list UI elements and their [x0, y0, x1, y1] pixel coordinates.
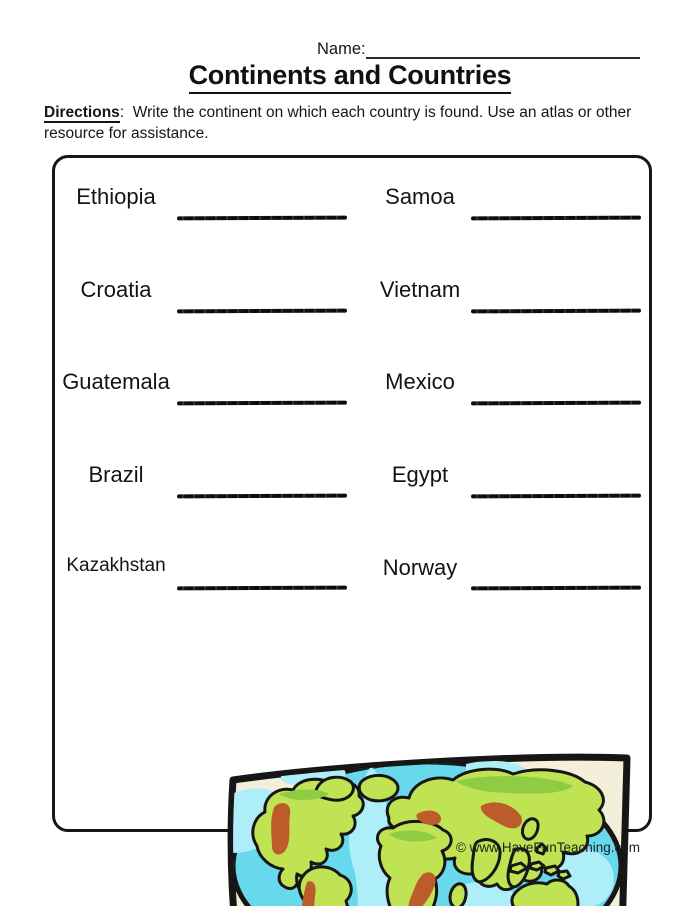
answer-blank-egypt[interactable]	[471, 494, 641, 499]
country-label-brazil: Brazil	[88, 462, 144, 487]
answer-blank-croatia[interactable]	[177, 309, 347, 314]
name-label: Name:	[317, 40, 366, 58]
directions-text: Directions: Write the continent on which each country is found. Use an atlas or other resource for assistance.	[44, 104, 632, 142]
country-label-norway: Norway	[382, 555, 458, 580]
answer-blank-brazil[interactable]	[177, 494, 347, 499]
name-input-line[interactable]	[366, 57, 640, 59]
country-label-kazakhstan: Kazakhstan	[66, 555, 166, 576]
country-label-mexico: Mexico	[385, 369, 455, 394]
answer-blank-guatemala[interactable]	[177, 401, 347, 406]
answer-blank-norway[interactable]	[471, 586, 641, 591]
answer-blank-mexico[interactable]	[471, 401, 641, 406]
answer-blank-kazakhstan[interactable]	[177, 586, 347, 591]
country-label-egypt: Egypt	[391, 462, 449, 487]
page-title: Continents and Countries	[0, 60, 700, 94]
country-label-ethiopia: Ethiopia	[76, 184, 156, 209]
copyright-text: © www.HaveFunTeaching.com	[455, 840, 640, 855]
country-label-vietnam: Vietnam	[379, 277, 461, 302]
directions-label: Directions	[44, 104, 120, 121]
world-map-illustration	[221, 746, 641, 906]
world-map-svg	[221, 746, 641, 906]
country-label-guatemala: Guatemala	[62, 369, 170, 394]
country-label-samoa: Samoa	[385, 184, 455, 209]
country-label-croatia: Croatia	[80, 277, 152, 302]
answer-blank-vietnam[interactable]	[471, 309, 641, 314]
answer-blank-ethiopia[interactable]	[177, 216, 347, 221]
answer-box	[52, 155, 652, 832]
answer-blank-samoa[interactable]	[471, 216, 641, 221]
